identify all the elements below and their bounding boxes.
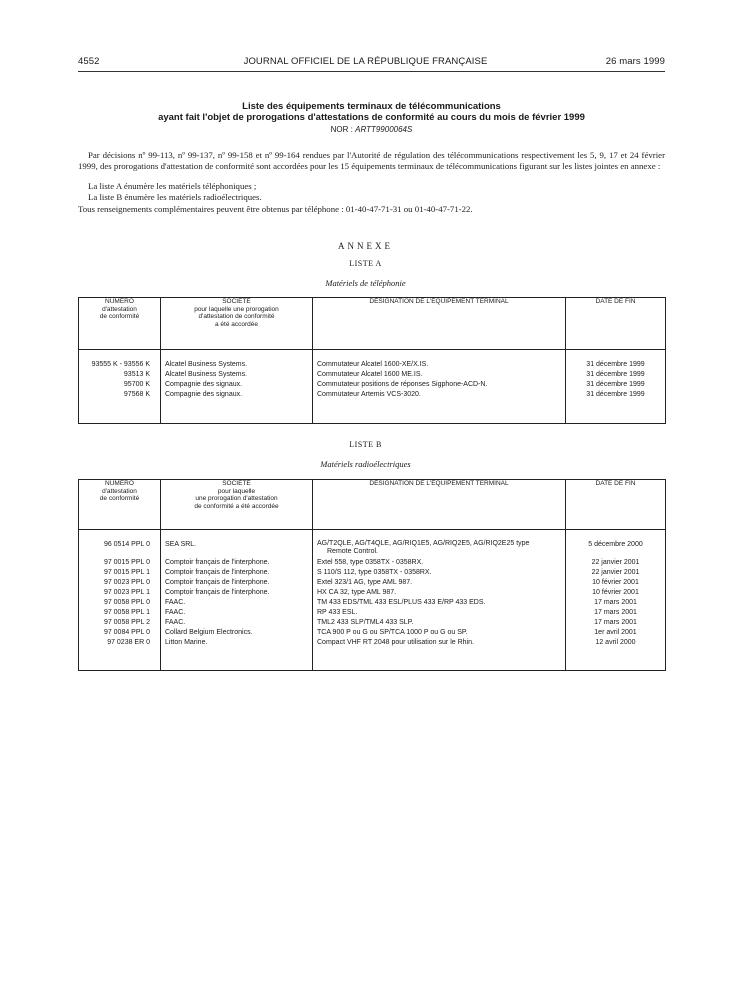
table-row: 96 0514 PPL 0 SEA SRL. AG/T2QLE, AG/T4QLE, AG/RIQ1E5, AG/RIQ2E5, AG/RIQ2E25 type Remote Control. 5 décembre 2000 <box>79 540 666 558</box>
table-row: 97 0015 PPL 0 Comptoir français de l'interphone. Extel 558, type 0358TX - 0358RX. 22 janvier 2001 <box>79 558 666 568</box>
page-number: 4552 <box>78 56 100 67</box>
list-b-table <box>78 479 666 671</box>
table-row: 95700 K Compagnie des signaux. Commutateur positions de réponses Sigphone-ACD-N. 31 décembre 1999 <box>79 380 666 390</box>
header-societe: SOCIÉTÉ pour laquelle une prorogation d'attestation de conformité a été accordée <box>161 298 313 350</box>
journal-title: JOURNAL OFFICIEL DE LA RÉPUBLIQUE FRANÇAISE <box>243 56 488 67</box>
document-title-line2: ayant fait l'objet de prorogations d'attestations de conformité au cours du mois de février 1999 <box>158 112 585 123</box>
header-designation: DÉSIGNATION DE L'ÉQUIPEMENT TERMINAL <box>313 480 566 530</box>
table-row: 97 0023 PPL 1 Comptoir français de l'interphone. HX CA 32, type AML 987. 10 février 2001 <box>79 588 666 598</box>
table-row: 97 0023 PPL 0 Comptoir français de l'interphone. Extel 323/1 AG, type AML 987. 10 février 2001 <box>79 578 666 588</box>
header-designation: DÉSIGNATION DE L'ÉQUIPEMENT TERMINAL <box>313 298 566 350</box>
nor-value: ARTT9900064S <box>355 125 413 134</box>
header-date-fin: DATE DE FIN <box>566 298 666 350</box>
header-rule <box>78 71 665 72</box>
header-societe: SOCIÉTÉ pour laquelle une prorogation d'attestation de conformité a été accordée <box>161 480 313 530</box>
intro-contact: Tous renseignements complémentaires peuvent être obtenus par téléphone : 01-40-47-71-31 ou 01-40-47-71-22. <box>78 204 473 214</box>
list-a-title: LISTE A <box>349 259 382 268</box>
table-row: 97568 K Compagnie des signaux. Commutateur Artemis VCS-3020. 31 décembre 1999 <box>79 390 666 400</box>
document-title-line1: Liste des équipements terminaux de télécommunications <box>242 101 501 112</box>
table-row: 93513 K Alcatel Business Systems. Commutateur Alcatel 1600 ME.IS. 31 décembre 1999 <box>79 370 666 380</box>
list-a-subtitle: Matériels de téléphonie <box>325 278 406 288</box>
table-row: 97 0238 ER 0 Litton Marine. Compact VHF RT 2048 pour utilisation sur le Rhin. 12 avril 2000 <box>79 638 666 648</box>
table-row: 97 0084 PPL 0 Collard Belgium Electronics. TCA 900 P ou G ou SP/TCA 1000 P ou G ou SP. 1er avril 2001 <box>79 628 666 638</box>
annexe-heading: ANNEXE <box>338 241 393 251</box>
nor-reference <box>78 125 665 134</box>
header-numero: NUMÉRO d'attestation de conformité <box>79 298 161 350</box>
issue-date: 26 mars 1999 <box>605 56 665 67</box>
intro-list-b: La liste B énumère les matériels radioélectriques. <box>88 192 262 202</box>
intro-list-a: La liste A énumère les matériels téléphoniques ; <box>88 181 257 191</box>
list-b-title: LISTE B <box>349 440 382 449</box>
header-date-fin: DATE DE FIN <box>566 480 666 530</box>
list-b-header-row <box>79 480 666 530</box>
table-row: 97 0058 PPL 1 FAAC. RP 433 ESL. 17 mars 2001 <box>79 608 666 618</box>
table-row: 97 0015 PPL 1 Comptoir français de l'interphone. S 110/S 112, type 0358TX - 0358RX. 22 janvier 2001 <box>79 568 666 578</box>
table-row: 97 0058 PPL 2 FAAC. TML2 433 SLP/TML4 433 SLP. 17 mars 2001 <box>79 618 666 628</box>
list-a-table <box>78 297 666 424</box>
table-row: 97 0058 PPL 0 FAAC. TM 433 EDS/TML 433 ESL/PLUS 433 E/RP 433 EDS. 17 mars 2001 <box>79 598 666 608</box>
table-row: 93555 K - 93556 K Alcatel Business Systems. Commutateur Alcatel 1600-XE/X.IS. 31 décembre 1999 <box>79 360 666 370</box>
list-b-subtitle: Matériels radioélectriques <box>320 459 411 469</box>
nor-label: NOR : <box>330 125 353 134</box>
list-a-header-row <box>79 298 666 350</box>
header-numero: NUMÉRO d'attestation de conformité <box>79 480 161 530</box>
intro-paragraph: Par décisions nº 99-113, nº 99-137, nº 99-158 et nº 99-164 rendues par l'Autorité de régulation des télécommunications respectivement les 5, 9, 17 et 24 février 1999, des prorogations d'attestation de conformité sont accordées pour les 15 équipements terminaux de télécommunications figurant sur les listes jointes en annexe : <box>78 150 665 171</box>
